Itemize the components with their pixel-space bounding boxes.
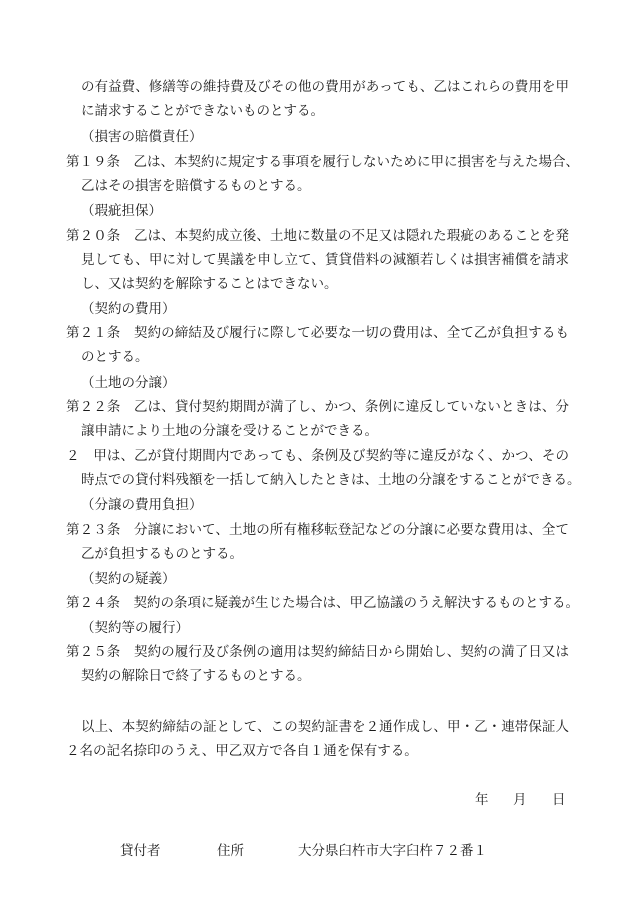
- address-label: 住所: [217, 843, 244, 859]
- clause-line: のとする。: [81, 349, 149, 365]
- closing-line: 以上、本契約締結の証として、この契約証書を２通作成し、甲・乙・連帯保証人: [81, 719, 569, 735]
- article-heading: （契約の疑義）: [81, 571, 176, 587]
- clause-line: 第２４条 契約の条項に疑義が生じた場合は、甲乙協議のうえ解決するものとする。: [66, 595, 579, 611]
- clause-line: し、又は契約を解除することはできない。: [81, 276, 338, 292]
- clause-line: 時点での貸付料残額を一括して納入したときは、土地の分譲をすることができる。: [81, 472, 581, 488]
- clause-line: 譲申請により土地の分譲を受けることができる。: [81, 423, 378, 439]
- clause-line: 第２０条 乙は、本契約成立後、土地に数量の不足又は隠れた瑕疵のあることを発: [66, 228, 569, 244]
- article-heading: （契約等の履行）: [81, 620, 189, 636]
- clause-line: 第２３条 分譲において、土地の所有権移転登記などの分譲に必要な費用は、全て: [66, 522, 569, 538]
- clause-line: 第２５条 契約の履行及び条例の適用は契約締結日から開始し、契約の満了日又は: [66, 644, 569, 660]
- clause-line: ２ 甲は、乙が貸付期間内であっても、条例及び契約等に違反がなく、かつ、その: [66, 448, 569, 464]
- article-heading: （瑕疵担保）: [81, 203, 162, 219]
- clause-line: 第２２条 乙は、貸付契約期間が満了し、かつ、条例に違反していないときは、分: [66, 399, 569, 415]
- article-heading: （損害の賠償責任）: [81, 129, 203, 145]
- date-year-label: 年: [475, 792, 489, 808]
- date-day-label: 日: [552, 792, 566, 808]
- clause-line: に請求することができないものとする。: [81, 103, 324, 119]
- clause-line: 第１９条 乙は、本契約に規定する事項を履行しないために甲に損害を与えた場合、: [66, 154, 579, 170]
- clause-line: 乙が負担するものとする。: [81, 546, 243, 562]
- address-value: 大分県臼杵市大字臼杵７２番１: [298, 843, 487, 859]
- article-heading: （分譲の費用負担）: [81, 497, 203, 513]
- clause-line: 契約の解除日で終了するものとする。: [81, 668, 311, 684]
- closing-line: ２名の記名捺印のうえ、甲乙双方で各自１通を保有する。: [66, 743, 418, 759]
- clause-line: 乙はその損害を賠償するものとする。: [81, 178, 311, 194]
- article-heading: （土地の分譲）: [81, 375, 176, 391]
- clause-line: 見しても、甲に対して異議を申し立て、賃貸借料の減額若しくは損害補償を請求: [81, 252, 569, 268]
- clause-line: 第２１条 契約の締結及び履行に際して必要な一切の費用は、全て乙が負担するも: [66, 325, 569, 341]
- date-month-label: 月: [513, 792, 527, 808]
- article-heading: （契約の費用）: [81, 301, 176, 317]
- lender-label: 貸付者: [120, 843, 161, 859]
- clause-line: の有益費、修繕等の維持費及びその他の費用があっても、乙はこれらの費用を甲: [81, 79, 569, 95]
